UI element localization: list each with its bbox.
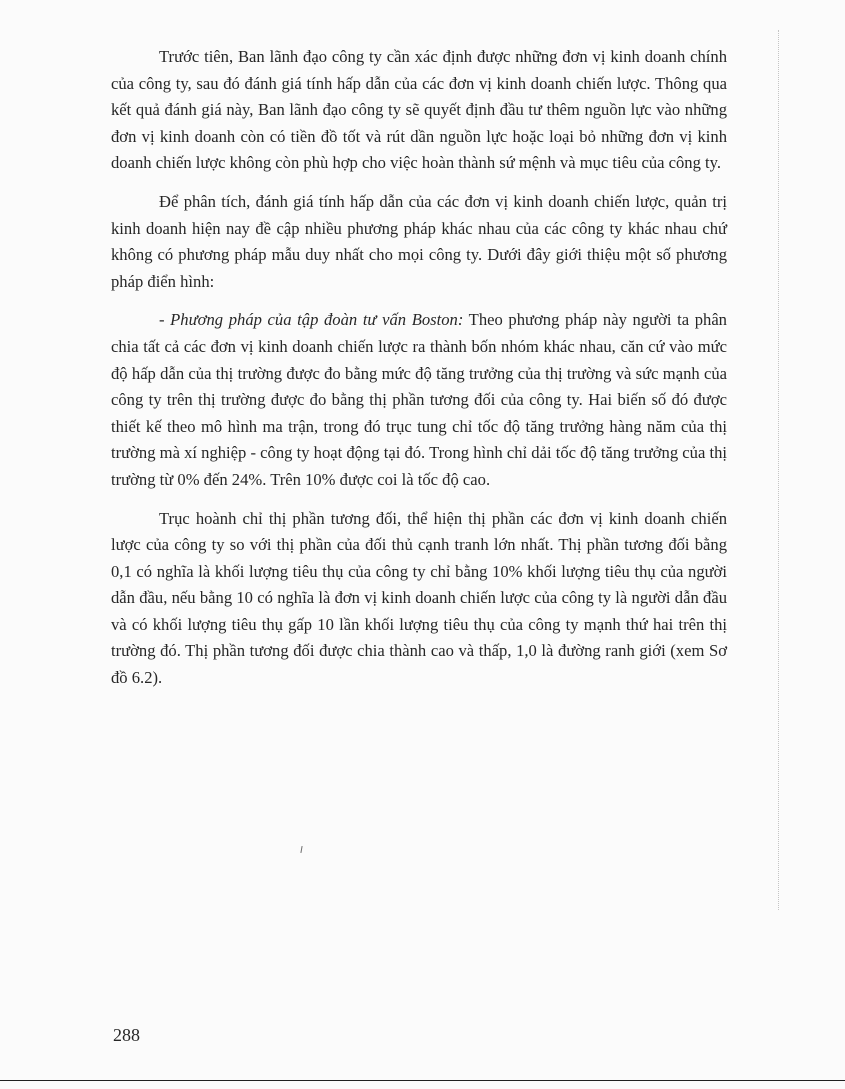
paragraph-methods — [111, 189, 727, 295]
paragraph-horizontal-axis — [111, 506, 727, 692]
page-number: 288 — [113, 1025, 140, 1045]
scan-edge-dots — [778, 30, 779, 910]
paragraph-methods-text: Để phân tích, đánh giá tính hấp dẫn của các đơn vị kinh doanh chiến lược, quản trị kinh doanh hiện nay đề cập nhiều phương pháp khác nhau của các công ty khác nhau chứ không có phương pháp mẫu duy nhất cho mọi công ty. Dưới đây giới thiệu một số phương pháp điển hình: — [111, 191, 727, 291]
paragraph-intro — [111, 44, 727, 177]
stray-mark — [300, 846, 302, 853]
paragraph-horizontal-axis-text: Trục hoành chỉ thị phần tương đối, thể hiện thị phần các đơn vị kinh doanh chiến lược của công ty so với thị phần của đối thủ cạnh tranh lớn nhất. Thị phần tương đối bằng 0,1 có nghĩa là khối lượng tiêu thụ của công ty chỉ bằng 10% khối lượng tiêu thụ của người dẫn đầu, nếu bằng 10 có nghĩa là đơn vị kinh doanh chiến lược của công ty là người dẫn đầu và có khối lượng tiêu thụ gấp 10 lần khối lượng tiêu thụ của công ty mạnh thứ hai trên thị trường đó. Thị phần tương đối được chia thành cao và thấp, 1,0 là đường ranh giới (xem Sơ đồ 6.2). — [111, 508, 727, 688]
paragraph-boston-text: Theo phương pháp này người ta phân chia tất cả các đơn vị kinh doanh chiến lược ra thành bốn nhóm khác nhau, căn cứ vào mức độ hấp dẫn của thị trường được đo bằng mức độ tăng trưởng của thị trường và sức mạnh của công ty trên thị trường được đo bằng thị phần tương đối của công ty. Hai biến số đó được thiết kế theo mô hình ma trận, trong đó trục tung chỉ tốc độ tăng trưởng hàng năm của thị trường mà xí nghiệp - công ty hoạt động tại đó. Trong hình chỉ dải tốc độ tăng trưởng của thị trường từ 0% đến 24%. Trên 10% được coi là tốc độ cao. — [111, 310, 727, 489]
bottom-rule — [0, 1080, 845, 1081]
paragraph-intro-text: Trước tiên, Ban lãnh đạo công ty cần xác định được những đơn vị kinh doanh chính của công ty, sau đó đánh giá tính hấp dẫn của các đơn vị kinh doanh chiến lược. Thông qua kết quả đánh giá này, Ban lãnh đạo công ty sẽ quyết định đầu tư thêm nguồn lực vào những đơn vị kinh doanh còn có tiền đồ tốt và rút dần nguồn lực hoặc loại bỏ những đơn vị kinh doanh chiến lược không còn phù hợp cho việc hoàn thành sứ mệnh và mục tiêu của công ty. — [111, 47, 727, 173]
boston-method-heading: - Phương pháp của tập đoàn tư vấn Boston: — [159, 310, 464, 330]
paragraph-boston — [111, 307, 727, 493]
body-text — [111, 44, 727, 704]
